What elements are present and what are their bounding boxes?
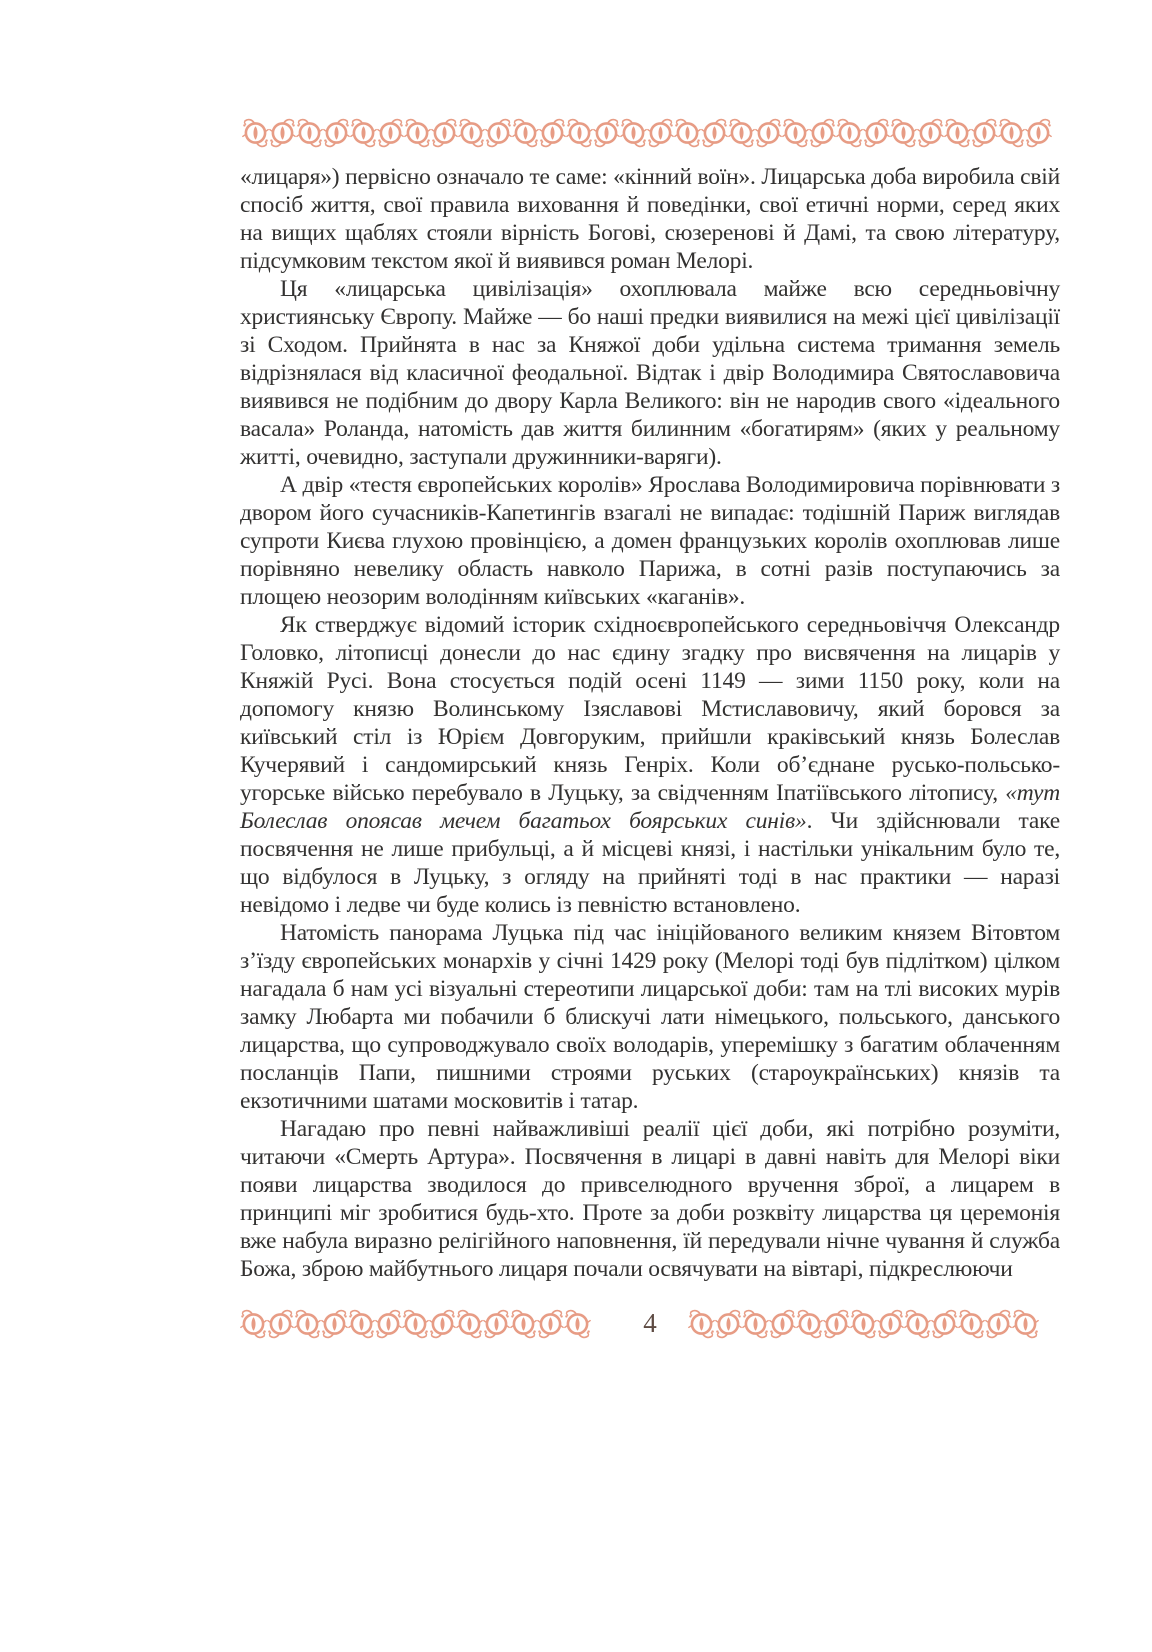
chronicle-quote-italic: «тут Болеслав опоясав мечем багатьох боярських синів» (240, 780, 1060, 834)
ornament-band-footer-left-icon (240, 1307, 612, 1339)
page-footer (240, 1307, 1060, 1339)
ornament-band-top-icon (242, 116, 1054, 148)
ornament-band-footer-right-icon (688, 1307, 1060, 1339)
paragraph: А двір «тестя європейських королів» Ярослава Володимировича порівнювати з двором його сучасників-Капетингів взагалі не випадає: тодішній Париж виглядав супроти Києва глухою провінцією, а домен французьких королів охоплював лише порівняно невелику область навколо Парижа, в сотні разів поступаючись за площею неозорим володінням київських «каганів». (240, 472, 1060, 610)
book-page (0, 116, 1152, 1652)
paragraph: Ця «лицарська цивілізація» охоплювала майже всю середньовічну християнську Європу. Майже — бо наші предки виявилися на межі цієї цивілізації зі Сходом. Прийнята в нас за Княжої доби удільна система тримання земель відрізнялася від класичної феодальної. Відтак і двір Володимира Святославовича виявився не подібним до двору Карла Великого: він не народив свого «ідеального васала» Роланда, натомість дав життя билинним «богатирям» (яких у реальному житті, очевидно, заступали дружинники-варяги). (240, 276, 1060, 470)
paragraph: «лицаря») первісно означало те саме: «кінний воїн». Лицарська доба виробила свій спосіб життя, свої правила виховання й поведінки, свої етичні норми, серед яких на вищих щаблях стояли вірність Богові, сюзеренові й Дамі, та свою літературу, підсумковим текстом якої й виявився роман Мелорі. (240, 164, 1060, 274)
paragraph: Натомість панорама Луцька під час ініційованого великим князем Вітовтом з’їзду європейських монархів у січні 1429 року (Мелорі тоді був підлітком) цілком нагадала б нам усі візуальні стереотипи лицарської доби: там на тлі високих мурів замку Любарта ми побачили б блискучі лати німецького, польського, данського лицарства, що супроводжувало своїх володарів, уперемішку з багатим облаченням посланців Папи, пишними строями руських (староукраїнських) князів та екзотичними шатами московитів і татар. (240, 920, 1060, 1114)
paragraph (240, 611, 1060, 919)
paragraph-segment: . Чи здійснювали таке посвячення не лише прибульці, а й місцеві князі, і настільки унікальним було те, що відбулося в Луцьку, з огляду на прийняті тоді в нас практики — наразі невідомо і ледве чи буде колись із певністю встановлено. (240, 808, 1060, 918)
paragraph: Нагадаю про певні найважливіші реалії цієї доби, які потрібно розуміти, читаючи «Смерть Артура». Посвячення в лицарі в давні навіть для Мелорі віки появи лицарства зводилося до привселюдного вручення зброї, а лицарем в принципі міг зробитися будь-хто. Проте за доби розквіту лицарства ця церемонія вже набула виразно релігійного наповнення, їй передували нічне чування й служба Божа, зброю майбутнього лицаря почали освячувати на вівтарі, підкреслюючи (240, 1116, 1060, 1282)
paragraph-segment: Як стверджує відомий історик східноєвропейського середньовіччя Олександр Головко, літописці донесли до нас єдину згадку про висвячення на лицарів у Княжій Русі. Вона стосується подій осені 1149 — зими 1150 року, коли на допомогу князю Волинському Ізяславові Мстиславовичу, який боровся за київський стіл із Юрієм Довгоруким, прийшли краківський князь Болеслав Кучерявий і сандомирський князь Генріх. Коли об’єднане русько-польсько-угорське військо перебувало в Луцьку, за свідченням Іпатіївського літопису, (240, 612, 1060, 806)
text-block (240, 163, 1060, 1283)
page-number: 4 (643, 1308, 657, 1338)
ornament-band-top (242, 116, 1054, 148)
